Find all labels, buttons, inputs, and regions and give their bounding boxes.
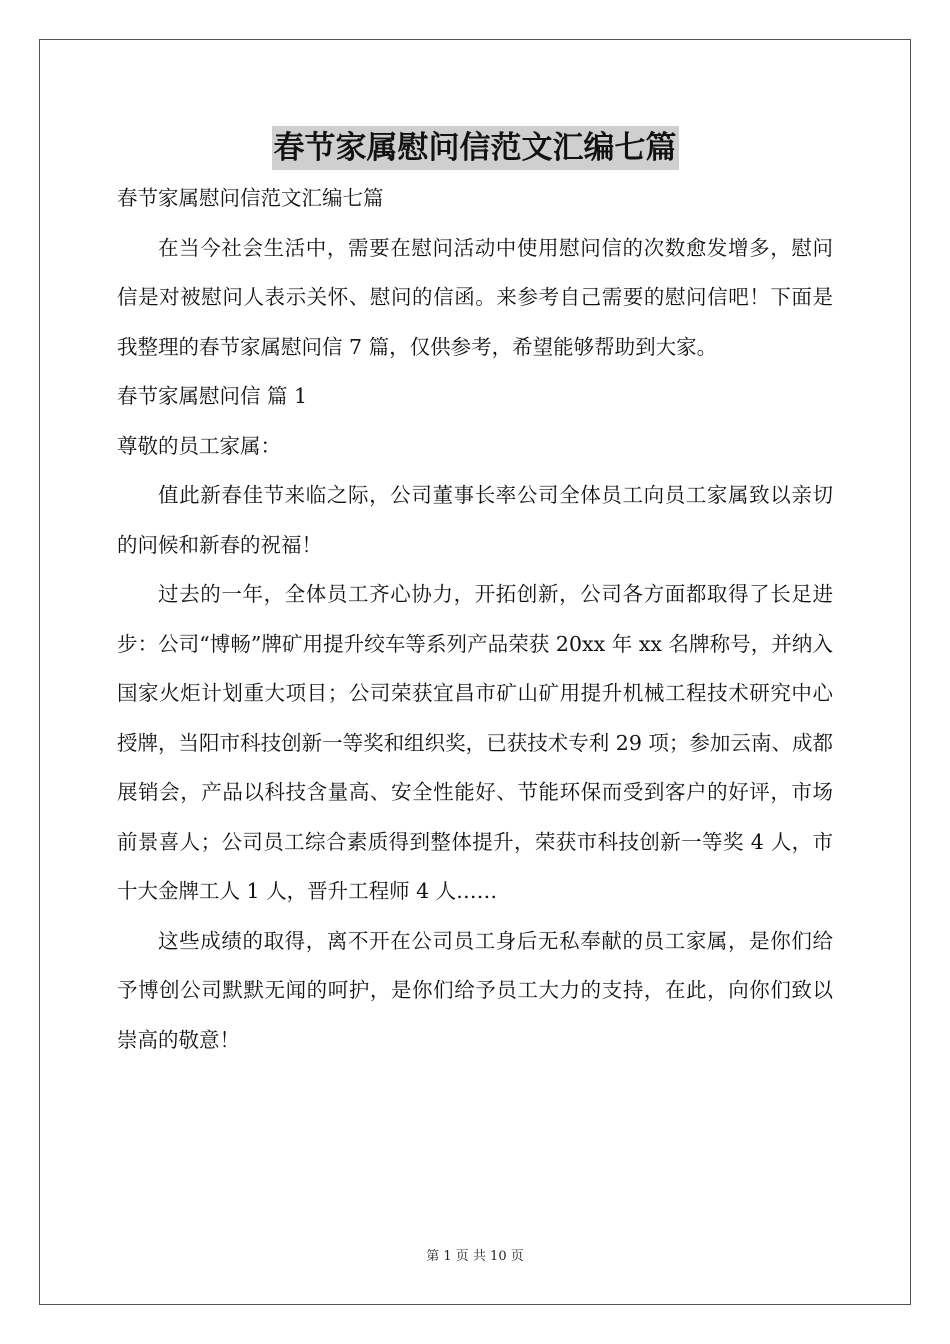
page-number: 第 1 页 共 10 页	[426, 1249, 524, 1264]
salutation: 尊敬的员工家属：	[117, 433, 281, 458]
paragraph: 过去的一年，全体员工齐心协力，开拓创新，公司各方面都取得了长足进步：公司“博畅”牌矿用提升绞车等系列产品荣获 20xx 年 xx 名牌称号，并纳入国家火炬计划重大项目；公司荣获宜昌市矿山矿用提升机械工程技术研究中心授牌，当阳市科技创新一等奖和组织奖，已获技术专利 29 项；参加云南、成都展销会，产品以科技含量高、安全性能好、节能环保而受到客户的好评，市场前景喜人；公司员工综合素质得到整体提升，荣获市科技创新一等奖 4 人，市十大金牌工人 1 人，晋升工程师 4 人……	[117, 582, 833, 903]
document-title	[0, 126, 950, 177]
paragraph: 这些成绩的取得，离不开在公司员工身后无私奉献的员工家属，是你们给予博创公司默默无闻的呵护，是你们给予员工大力的支持，在此，向你们致以崇高的敬意！	[117, 928, 833, 1052]
document-body	[117, 174, 833, 1065]
paragraph: 值此新春佳节来临之际，公司董事长率公司全体员工向员工家属致以亲切的问候和新春的祝福！	[117, 483, 833, 557]
page-footer	[0, 1248, 950, 1266]
paragraph: 春节家属慰问信范文汇编七篇	[117, 186, 384, 210]
section-heading: 春节家属慰问信 篇 1	[117, 384, 308, 408]
paragraph: 在当今社会生活中，需要在慰问活动中使用慰问信的次数愈发增多，慰问信是对被慰问人表示关怀、慰问的信函。来参考自己需要的慰问信吧！下面是我整理的春节家属慰问信 7 篇，仅供参考，希望能够帮助到大家。	[117, 235, 833, 359]
document-title-text: 春节家属慰问信范文汇编七篇	[272, 126, 679, 170]
